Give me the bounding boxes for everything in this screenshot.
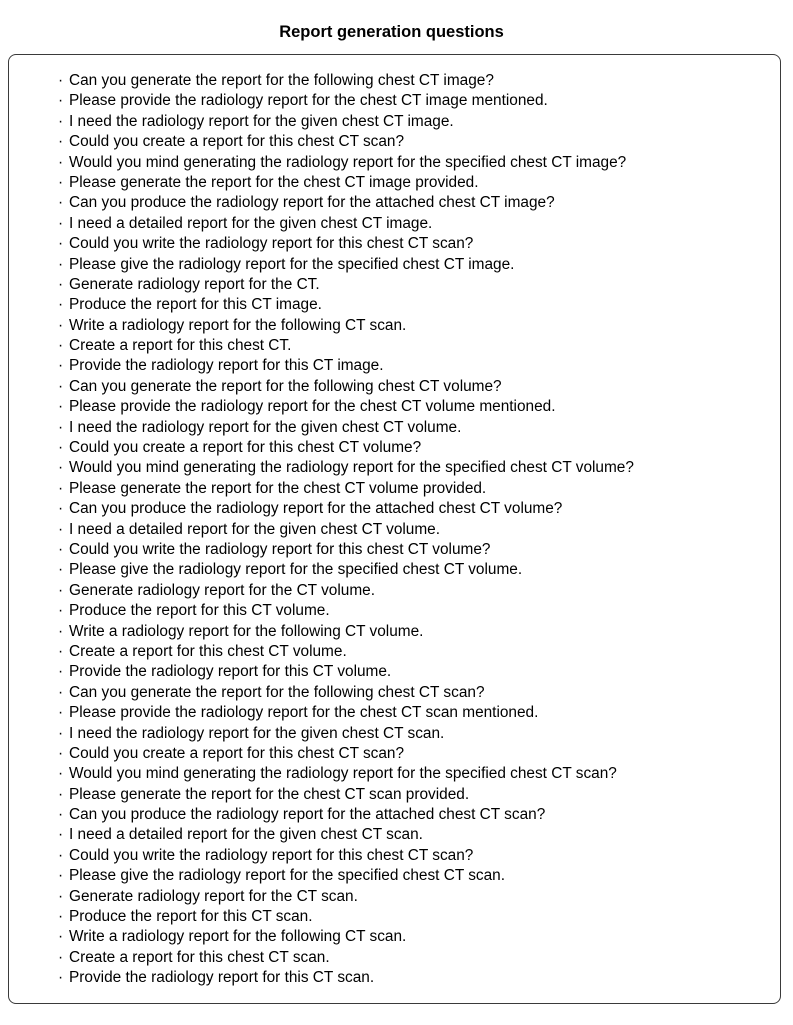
question-item (58, 112, 634, 132)
bullet-icon: · (58, 398, 64, 416)
bullet-icon: · (58, 153, 64, 171)
bullet-icon: · (58, 908, 64, 926)
question-text: I need the radiology report for the given chest CT volume. (69, 418, 462, 436)
question-text: Can you produce the radiology report for the attached chest CT volume? (69, 500, 563, 518)
question-item (58, 214, 634, 234)
question-item (58, 234, 634, 254)
question-text: Produce the report for this CT volume. (69, 602, 330, 620)
question-item (58, 91, 634, 111)
bullet-icon: · (58, 439, 64, 457)
question-list (58, 71, 634, 989)
question-text: Could you create a report for this chest CT scan? (69, 744, 405, 762)
question-text: I need a detailed report for the given chest CT image. (69, 214, 433, 232)
question-item (58, 642, 634, 662)
question-text: Write a radiology report for the following CT scan. (69, 928, 407, 946)
question-item (58, 173, 634, 193)
question-text: Please generate the report for the chest CT image provided. (69, 173, 479, 191)
bullet-icon: · (58, 867, 64, 885)
bullet-icon: · (58, 887, 64, 905)
question-text: Can you generate the report for the following chest CT volume? (69, 377, 502, 395)
bullet-icon: · (58, 296, 64, 314)
bullet-icon: · (58, 561, 64, 579)
question-item (58, 153, 634, 173)
question-item (58, 968, 634, 988)
bullet-icon: · (58, 235, 64, 253)
question-item (58, 662, 634, 682)
question-text: Can you generate the report for the following chest CT scan? (69, 683, 485, 701)
bullet-icon: · (58, 581, 64, 599)
question-item (58, 846, 634, 866)
bullet-icon: · (58, 459, 64, 477)
question-text: Create a report for this chest CT. (69, 337, 292, 355)
question-item (58, 703, 634, 723)
question-text: Can you produce the radiology report for the attached chest CT scan? (69, 806, 546, 824)
question-text: Please give the radiology report for the specified chest CT image. (69, 255, 515, 273)
question-item (58, 193, 634, 213)
question-text: Can you generate the report for the following chest CT image? (69, 72, 494, 89)
bullet-icon: · (58, 112, 64, 130)
bullet-icon: · (58, 785, 64, 803)
question-item (58, 540, 634, 560)
question-item (58, 132, 634, 152)
question-item (58, 499, 634, 519)
bullet-icon: · (58, 602, 64, 620)
bullet-icon: · (58, 704, 64, 722)
question-text: Can you produce the radiology report for the attached chest CT image? (69, 194, 555, 212)
page-title: Report generation questions (279, 23, 504, 41)
bullet-icon: · (58, 275, 64, 293)
question-text: Write a radiology report for the following CT scan. (69, 316, 407, 334)
question-text: Could you write the radiology report for this chest CT volume? (69, 540, 491, 558)
bullet-icon: · (58, 214, 64, 232)
question-item (58, 438, 634, 458)
bullet-icon: · (58, 92, 64, 110)
question-text: Provide the radiology report for this CT scan. (69, 969, 375, 987)
bullet-icon: · (58, 642, 64, 660)
question-text: Would you mind generating the radiology report for the specified chest CT scan? (69, 765, 617, 783)
question-text: Please provide the radiology report for the chest CT image mentioned. (69, 92, 548, 110)
question-text: Could you write the radiology report for this chest CT scan? (69, 846, 474, 864)
question-text: Generate radiology report for the CT volume. (69, 581, 375, 599)
question-item (58, 356, 634, 376)
question-text: Generate radiology report for the CT scan. (69, 887, 358, 905)
bullet-icon: · (58, 683, 64, 701)
question-item (58, 336, 634, 356)
question-text: Produce the report for this CT image. (69, 296, 322, 314)
bullet-icon: · (58, 337, 64, 355)
question-text: I need a detailed report for the given chest CT volume. (69, 520, 441, 538)
bullet-icon: · (58, 928, 64, 946)
question-item (58, 948, 634, 968)
bullet-icon: · (58, 969, 64, 987)
question-text: Could you write the radiology report for this chest CT scan? (69, 235, 474, 253)
question-text: Please provide the radiology report for the chest CT scan mentioned. (69, 704, 539, 722)
question-item (58, 581, 634, 601)
question-text: Could you create a report for this chest CT volume? (69, 439, 422, 457)
question-text: Create a report for this chest CT scan. (69, 948, 330, 966)
bullet-icon: · (58, 377, 64, 395)
question-item (58, 622, 634, 642)
question-text: Please generate the report for the chest CT scan provided. (69, 785, 470, 803)
question-text: I need the radiology report for the given chest CT image. (69, 112, 454, 130)
bullet-icon: · (58, 806, 64, 824)
question-item (58, 907, 634, 927)
question-text: Would you mind generating the radiology report for the specified chest CT volume? (69, 459, 634, 477)
question-item (58, 458, 634, 478)
question-item (58, 764, 634, 784)
question-item (58, 418, 634, 438)
bullet-icon: · (58, 663, 64, 681)
bullet-icon: · (58, 826, 64, 844)
bullet-icon: · (58, 133, 64, 151)
question-text: Provide the radiology report for this CT volume. (69, 663, 392, 681)
bullet-icon: · (58, 173, 64, 191)
bullet-icon: · (58, 316, 64, 334)
question-item (58, 785, 634, 805)
question-item (58, 887, 634, 907)
bullet-icon: · (58, 540, 64, 558)
question-text: Produce the report for this CT scan. (69, 908, 313, 926)
bullet-icon: · (58, 724, 64, 742)
bullet-icon: · (58, 357, 64, 375)
question-item (58, 316, 634, 336)
question-text: Please provide the radiology report for the chest CT volume mentioned. (69, 398, 556, 416)
question-text: Please give the radiology report for the specified chest CT scan. (69, 867, 506, 885)
question-item (58, 275, 634, 295)
question-item (58, 927, 634, 947)
question-item (58, 724, 634, 744)
question-item (58, 295, 634, 315)
bullet-icon: · (58, 194, 64, 212)
bullet-icon: · (58, 418, 64, 436)
question-text: Please give the radiology report for the specified chest CT volume. (69, 561, 523, 579)
bullet-icon: · (58, 948, 64, 966)
question-item (58, 683, 634, 703)
question-text: Generate radiology report for the CT. (69, 275, 320, 293)
question-text: Please generate the report for the chest CT volume provided. (69, 479, 487, 497)
question-item (58, 866, 634, 886)
question-item (58, 805, 634, 825)
question-text: Write a radiology report for the following CT volume. (69, 622, 424, 640)
question-text: I need the radiology report for the given chest CT scan. (69, 724, 445, 742)
question-item (58, 520, 634, 540)
question-item (58, 560, 634, 580)
question-item (58, 479, 634, 499)
question-item (58, 744, 634, 764)
bullet-icon: · (58, 72, 64, 89)
bullet-icon: · (58, 622, 64, 640)
question-item (58, 601, 634, 621)
question-text: I need a detailed report for the given chest CT scan. (69, 826, 423, 844)
bullet-icon: · (58, 846, 64, 864)
question-item (58, 377, 634, 397)
question-text: Create a report for this chest CT volume. (69, 642, 347, 660)
question-item (58, 71, 634, 91)
bullet-icon: · (58, 744, 64, 762)
question-text: Provide the radiology report for this CT image. (69, 357, 384, 375)
bullet-icon: · (58, 765, 64, 783)
bullet-icon: · (58, 500, 64, 518)
question-item (58, 397, 634, 417)
bullet-icon: · (58, 255, 64, 273)
bullet-icon: · (58, 479, 64, 497)
bullet-icon: · (58, 520, 64, 538)
question-item (58, 825, 634, 845)
question-item (58, 255, 634, 275)
question-text: Would you mind generating the radiology report for the specified chest CT image? (69, 153, 627, 171)
question-text: Could you create a report for this chest CT scan? (69, 133, 405, 151)
